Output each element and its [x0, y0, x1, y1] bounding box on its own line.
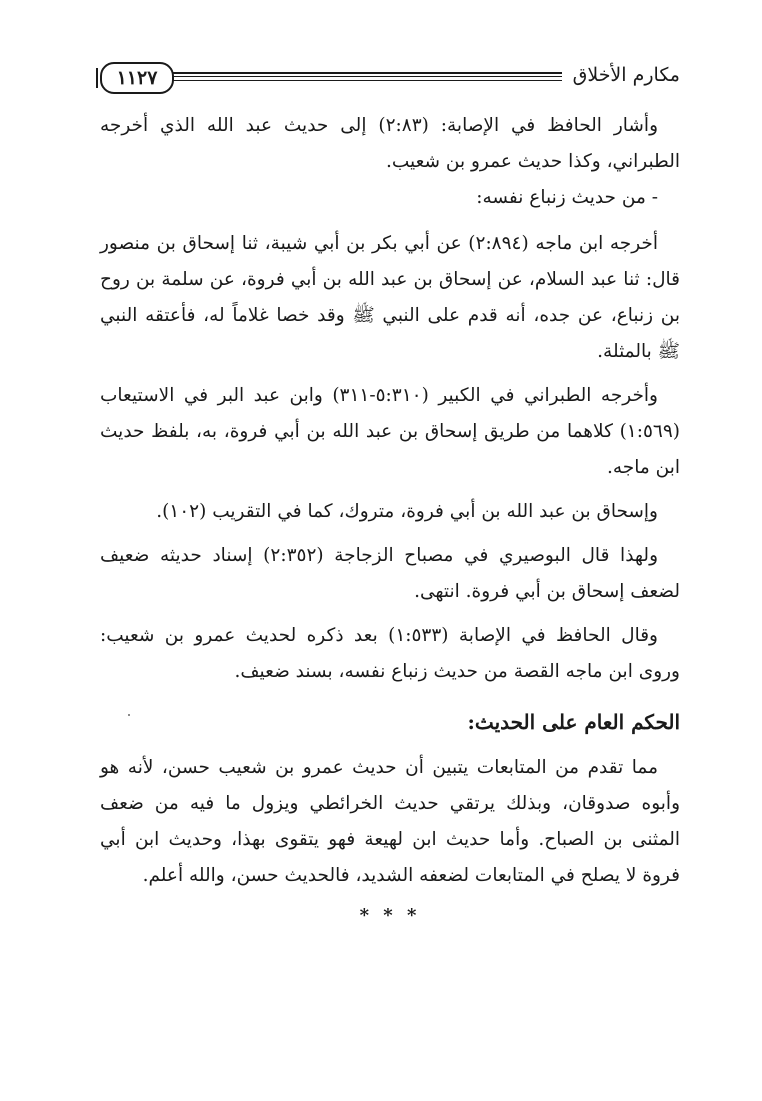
- paragraph: وقال الحافظ في الإصابة (١:٥٣٣) بعد ذكره لحديث عمرو بن شعيب: وروى ابن ماجه القصة من حديث زنباع نفسه، بسند ضعيف.: [100, 625, 680, 682]
- page-number-badge: [100, 62, 174, 94]
- page-body: [100, 108, 680, 934]
- header-rule: [172, 72, 562, 77]
- running-header: [100, 62, 680, 96]
- paragraph: وأخرجه الطبراني في الكبير (٥:٣١٠-٣١١) وابن عبد البر في الاستيعاب (١:٥٦٩) كلاهما من طريق إسحاق بن عبد الله بن أبي فروة، به، بلفظ حديث ابن ماجه.: [100, 385, 680, 478]
- header-title: مكارم الأخلاق: [572, 64, 680, 86]
- paragraph: وأشار الحافظ في الإصابة: (٢:٨٣) إلى حديث عبد الله الذي أخرجه الطبراني، وكذا حديث عمرو بن شعيب.: [100, 115, 680, 172]
- scan-speck: [128, 714, 130, 716]
- paragraph-subheading: - من حديث زنباع نفسه:: [476, 187, 658, 208]
- paragraph: ولهذا قال البوصيري في مصباح الزجاجة (٢:٣٥٢) إسناد حديثه ضعيف لضعف إسحاق بن أبي فروة. انتهى.: [100, 545, 680, 602]
- paragraph: وإسحاق بن عبد الله بن أبي فروة، متروك، كما في التقريب (١٠٢).: [156, 501, 658, 522]
- paragraph: أخرجه ابن ماجه (٢:٨٩٤) عن أبي بكر بن أبي شيبة، ثنا إسحاق بن منصور قال: ثنا عبد السلام، عن إسحاق بن عبد الله بن أبي فروة، عن سلمة بن روح بن زنباع، عن جده، أنه قدم على النبي ﷺ وقد خصا غلاماً له، فأعتقه النبي ﷺ بالمثلة.: [100, 233, 680, 362]
- end-ornament: * * *: [359, 905, 421, 926]
- header-rule-lower: [172, 80, 562, 81]
- page-number: ١١٢٧: [116, 67, 158, 89]
- section-heading: الحكم العام على الحديث:: [467, 710, 680, 734]
- section-paragraph: مما تقدم من المتابعات يتبين أن حديث عمرو بن شعيب حسن، لأنه هو وأبوه صدوقان، وبذلك يرتقي حديث الخرائطي ويزول ما فيه من ضعف المثنى بن الصباح. وأما حديث ابن لهيعة فهو يتقوى بهذا، وحديث ابن أبي فروة لا يصلح في المتابعات لضعفه الشديد، فالحديث حسن، والله أعلم.: [100, 757, 680, 886]
